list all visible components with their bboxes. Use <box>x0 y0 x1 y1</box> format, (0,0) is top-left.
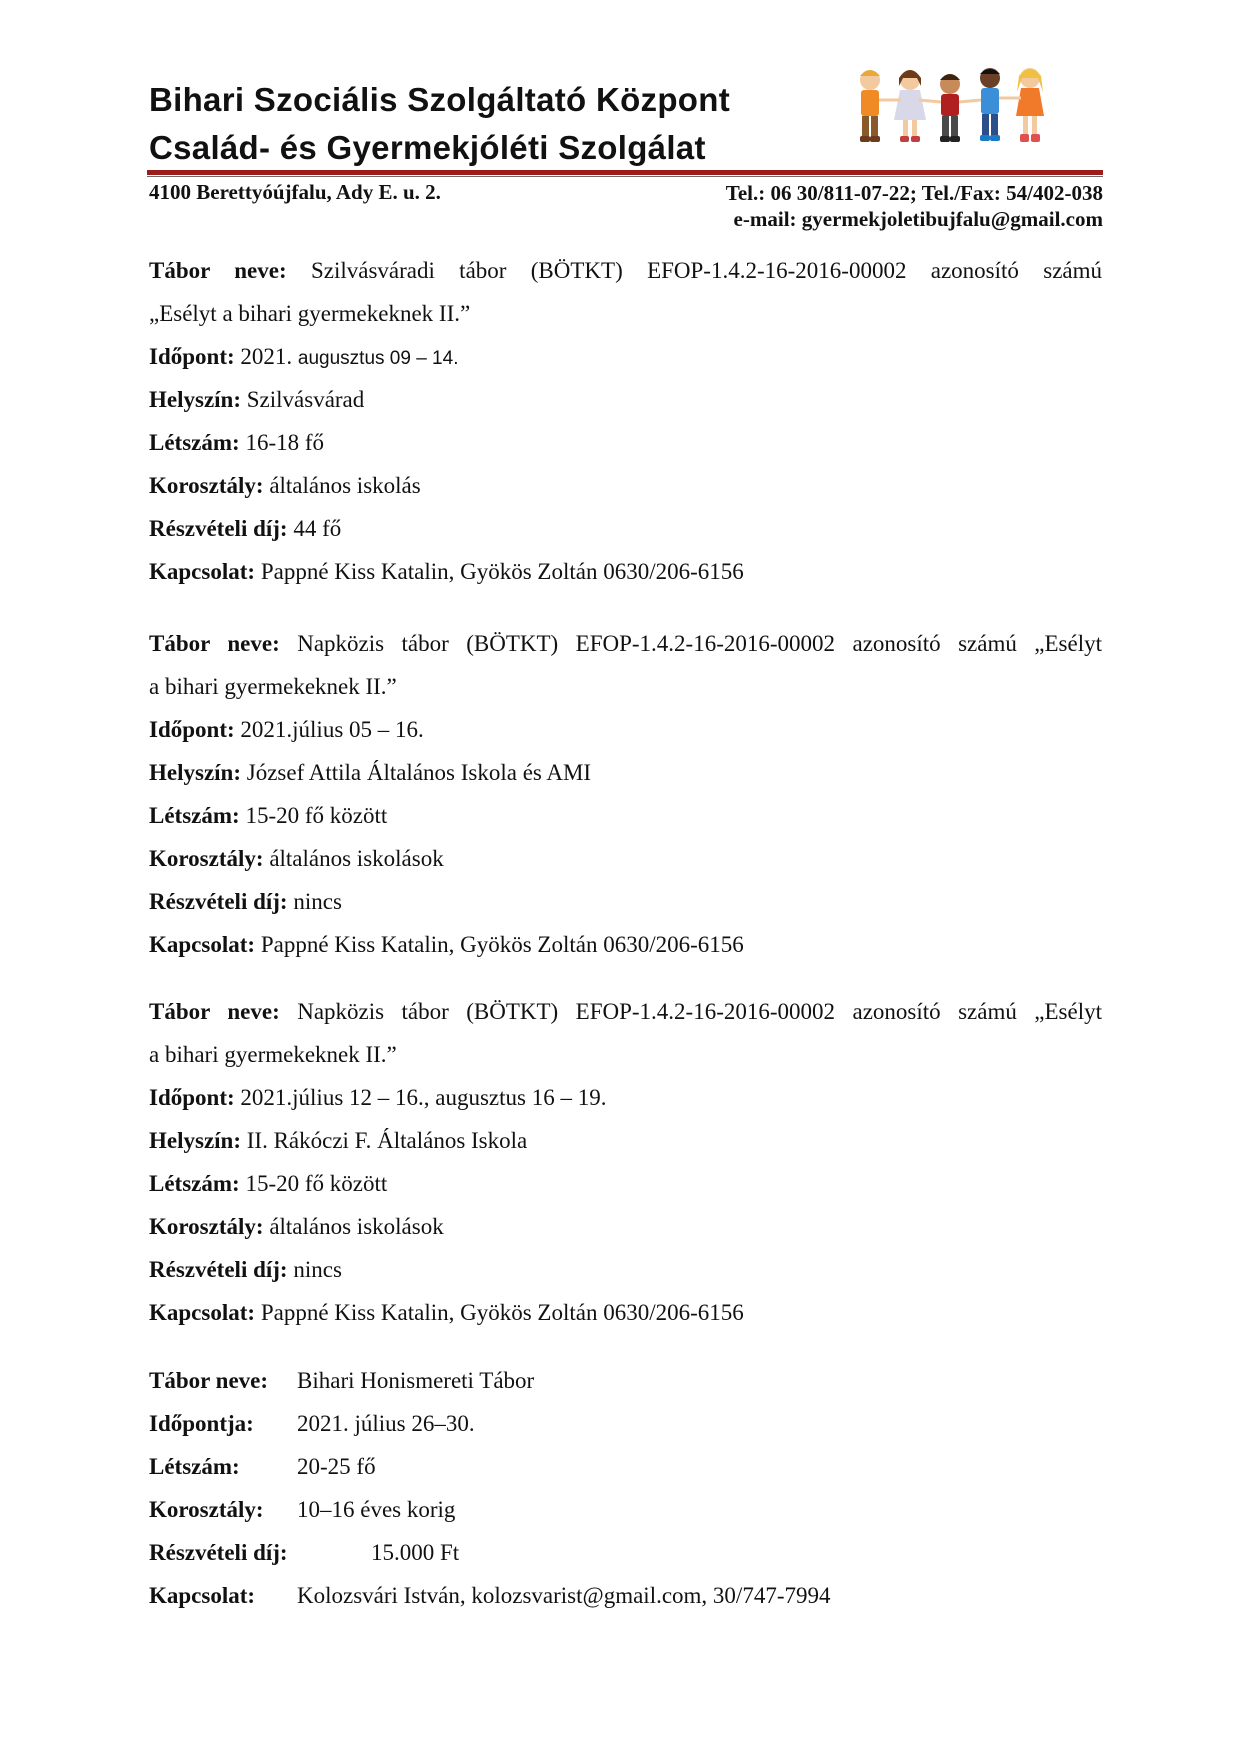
camp-name-continued: „Esélyt a bihari gyermekeknek II.” <box>149 301 471 326</box>
fee-value: nincs <box>293 1257 342 1282</box>
place-value: Szilvásvárad <box>246 387 365 412</box>
date-row <box>149 708 1102 751</box>
camp-name-label: Tábor neve: <box>149 999 280 1024</box>
age-label: Korosztály: <box>149 473 264 498</box>
child-figure <box>894 70 926 142</box>
date-row <box>149 335 1102 378</box>
fee-label: Részvételi díj: <box>149 1540 288 1565</box>
contact-info <box>726 180 1103 232</box>
count-value: 15-20 fő között <box>245 1171 388 1196</box>
email: e-mail: gyermekjoletibujfalu@gmail.com <box>733 207 1103 231</box>
camp-name-line1: Napközis tábor (BÖTKT) EFOP-1.4.2-16-2016-00002 azonosító számú „Esélyt <box>297 631 1102 656</box>
age-value: 10–16 éves korig <box>297 1497 456 1522</box>
date-row <box>149 1076 1102 1119</box>
fee-label: Részvételi díj: <box>149 516 288 541</box>
fee-value: nincs <box>293 889 342 914</box>
contact-value: Pappné Kiss Katalin, Gyökös Zoltán 0630/206-6156 <box>260 932 744 957</box>
count-row <box>149 1445 1102 1488</box>
fee-row <box>149 880 1102 923</box>
camp-name-value: Bihari Honismereti Tábor <box>297 1368 535 1393</box>
contact-label: Kapcsolat: <box>149 1300 256 1325</box>
contact-label: Kapcsolat: <box>149 932 256 957</box>
camp-name-label: Tábor neve: <box>149 1368 269 1393</box>
contact-row <box>149 1574 1102 1617</box>
camp-name-continued: a bihari gyermekeknek II.” <box>149 674 397 699</box>
date-year: 2021. <box>240 344 293 369</box>
count-row <box>149 794 1102 837</box>
age-row <box>149 837 1102 880</box>
age-label: Korosztály: <box>149 846 264 871</box>
fee-value: 44 fő <box>293 516 342 541</box>
place-row <box>149 1119 1102 1162</box>
count-label: Létszám: <box>149 1171 240 1196</box>
contact-label: Kapcsolat: <box>149 559 256 584</box>
phone: Tel.: 06 30/811-07-22; Tel./Fax: 54/402-038 <box>725 181 1103 205</box>
contact-row <box>149 1291 1102 1334</box>
camp-entry <box>149 1359 1102 1617</box>
date-value: augusztus 09 – 14. <box>297 348 459 369</box>
camp-name-line1: Szilvásváradi tábor (BÖTKT) EFOP-1.4.2-16-2016-00002 azonosító számú <box>310 258 1102 283</box>
fee-value: 15.000 Ft <box>371 1540 460 1565</box>
contact-label: Kapcsolat: <box>149 1583 256 1608</box>
camp-entry <box>149 249 1102 593</box>
age-value: általános iskolások <box>269 1214 444 1239</box>
place-label: Helyszín: <box>149 760 241 785</box>
contact-row <box>149 923 1102 966</box>
count-row <box>149 421 1102 464</box>
camp-name-row <box>149 1359 1102 1402</box>
camp-name-row <box>149 249 1102 292</box>
camp-name-row <box>149 622 1102 665</box>
age-label: Korosztály: <box>149 1214 264 1239</box>
place-value: József Attila Általános Iskola és AMI <box>246 760 592 785</box>
date-label: Időpont: <box>149 1085 235 1110</box>
header-divider-gray <box>147 176 1103 177</box>
age-value: általános iskolások <box>269 846 444 871</box>
camp-name-line1: Napközis tábor (BÖTKT) EFOP-1.4.2-16-2016-00002 azonosító számú „Esélyt <box>297 999 1102 1024</box>
date-label: Időpontja: <box>149 1411 254 1436</box>
place-value: II. Rákóczi F. Általános Iskola <box>246 1128 528 1153</box>
place-row <box>149 378 1102 421</box>
camp-name-continued: a bihari gyermekeknek II.” <box>149 1042 397 1067</box>
camp-name-row <box>149 990 1102 1033</box>
org-line-1: Bihari Szociális Szolgáltató Központ <box>149 81 731 118</box>
fee-label: Részvételi díj: <box>149 1257 288 1282</box>
age-row <box>149 1488 1102 1531</box>
fee-label: Részvételi díj: <box>149 889 288 914</box>
count-label: Létszám: <box>149 1454 240 1479</box>
header-divider-red <box>147 170 1103 175</box>
camp-entry <box>149 622 1102 966</box>
age-row <box>149 1205 1102 1248</box>
place-label: Helyszín: <box>149 387 241 412</box>
date-value: 2021. július 26–30. <box>297 1411 475 1436</box>
child-figure <box>940 74 960 142</box>
child-figure <box>980 68 1000 141</box>
age-value: általános iskolás <box>269 473 421 498</box>
contact-value: Pappné Kiss Katalin, Gyökös Zoltán 0630/206-6156 <box>260 559 744 584</box>
place-row <box>149 751 1102 794</box>
count-row <box>149 1162 1102 1205</box>
date-row <box>149 1402 1102 1445</box>
place-label: Helyszín: <box>149 1128 241 1153</box>
contact-value: Kolozsvári István, kolozsvarist@gmail.com, 30/747-7994 <box>297 1583 831 1608</box>
camp-name-label: Tábor neve: <box>149 631 280 656</box>
count-label: Létszám: <box>149 430 240 455</box>
org-line-2: Család- és Gyermekjóléti Szolgálat <box>149 129 706 166</box>
address: 4100 Berettyóújfalu, Ady E. u. 2. <box>149 180 441 204</box>
fee-row <box>149 507 1102 550</box>
fee-row <box>149 1248 1102 1291</box>
age-label: Korosztály: <box>149 1497 264 1522</box>
date-value: 2021.július 12 – 16., augusztus 16 – 19. <box>240 1085 607 1110</box>
child-figure <box>1016 68 1044 142</box>
age-row <box>149 464 1102 507</box>
date-label: Időpont: <box>149 717 235 742</box>
organization-name <box>149 76 730 172</box>
camp-entry <box>149 990 1102 1334</box>
count-value: 15-20 fő között <box>245 803 388 828</box>
contact-value: Pappné Kiss Katalin, Gyökös Zoltán 0630/206-6156 <box>260 1300 744 1325</box>
child-figure <box>860 70 880 142</box>
count-value: 16-18 fő <box>245 430 325 455</box>
date-value: 2021.július 05 – 16. <box>240 717 424 742</box>
date-label: Időpont: <box>149 344 235 369</box>
camp-name-label: Tábor neve: <box>149 258 287 283</box>
contact-row <box>149 550 1102 593</box>
fee-row <box>149 1531 1102 1574</box>
children-holding-hands-logo <box>850 64 1060 154</box>
count-value: 20-25 fő <box>297 1454 376 1479</box>
count-label: Létszám: <box>149 803 240 828</box>
